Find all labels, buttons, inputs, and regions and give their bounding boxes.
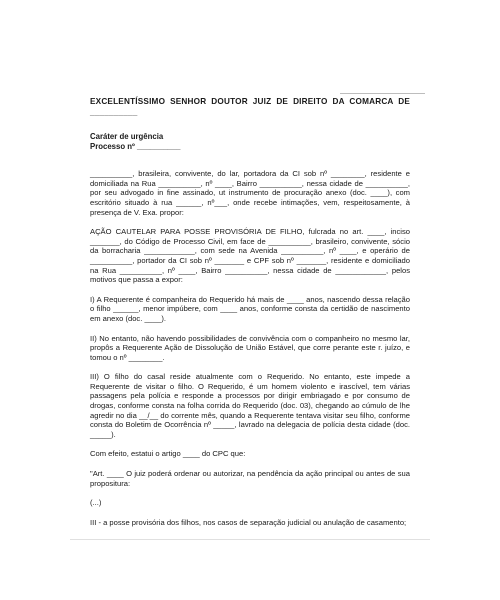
top-divider [340,93,425,94]
paragraph-law-item: III - a posse provisória dos filhos, nos casos de separação judicial ou anulação de casamento; [90,517,407,527]
bottom-divider [70,539,430,540]
paragraph-action: AÇÃO CAUTELAR PARA POSSE PROVISÓRIA DE FILHO, fulcrada no art. ____, inciso _______, do Código de Processo Civil, em face de __________, brasileiro, convivente, sócio da borracharia ____________, com sede na Avenida __________, nº ____, e operário de __________, portador da CI sob nº _______ e CPF sob nº _______, residente e domiciliado na Rua __________, nº ____, Bairro __________, nessa cidade de ____________, pelos motivos que passa a expor: [90,227,410,285]
document-heading: EXCELENTÍSSIMO SENHOR DOUTOR JUIZ DE DIREITO DA COMARCA DE __________ [90,97,410,117]
paragraph-law-quote: "Art. ____ O juiz poderá ordenar ou autorizar, na pendência da ação principal ou antes de sua propositura: [90,469,410,488]
paragraph-fact-1: I) A Requerente é companheira do Requerido há mais de ____ anos, nascendo dessa relação o filho ______, menor impúbere, com ____ anos, conforme consta da certidão de nascimento em anexo (doc. ____). [90,294,410,323]
urgency-label: Caráter de urgência [90,132,164,141]
paragraph-fact-3: III) O filho do casal reside atualmente com o Requerido. No entanto, este impede a Requerente de visitar o filho. O Requerido, é um homem violento e irascível, tem várias passagens pela polícia e responde a processos por dirigir embriagado e por consumo de drogas, conforme consta na folha corrida do Requerido (doc. 03), chegando ao cúmulo de lhe agredir no dia __/__ do corrente mês, quando a Requerente tentava visitar seu filho, conforme consta do Boletim de Ocorrência nº _____, lavrado na delegacia de polícia desta cidade (doc. _____). [90,372,410,439]
paragraph-ellipsis: (...) [90,498,102,508]
paragraph-law-intro: Com efeito, estatui o artigo ____ do CPC que: [90,449,246,459]
case-info [90,132,410,151]
process-number: Processo nº __________ [90,141,181,151]
document-body [90,97,410,537]
paragraph-fact-2: II) No entanto, não havendo possibilidades de convivência com o companheiro no mesmo lar, propôs a Requerente Ação de Dissolução de União Estável, que corre perante este r. juízo, e tomou o nº ________. [90,333,410,362]
paragraph-qualification: __________, brasileira, convivente, do lar, portadora da CI sob nº ________, residente e domiciliada na Rua __________, nº ____, Bairro __________, nessa cidade de __________, por seu advogado in fine assinado, ut instrumento de procuração anexo (doc. ____), com escritório situado à rua ______, nº___, onde recebe intimações, vem, respeitosamente, à presença de V. Exa. propor: [90,169,410,217]
